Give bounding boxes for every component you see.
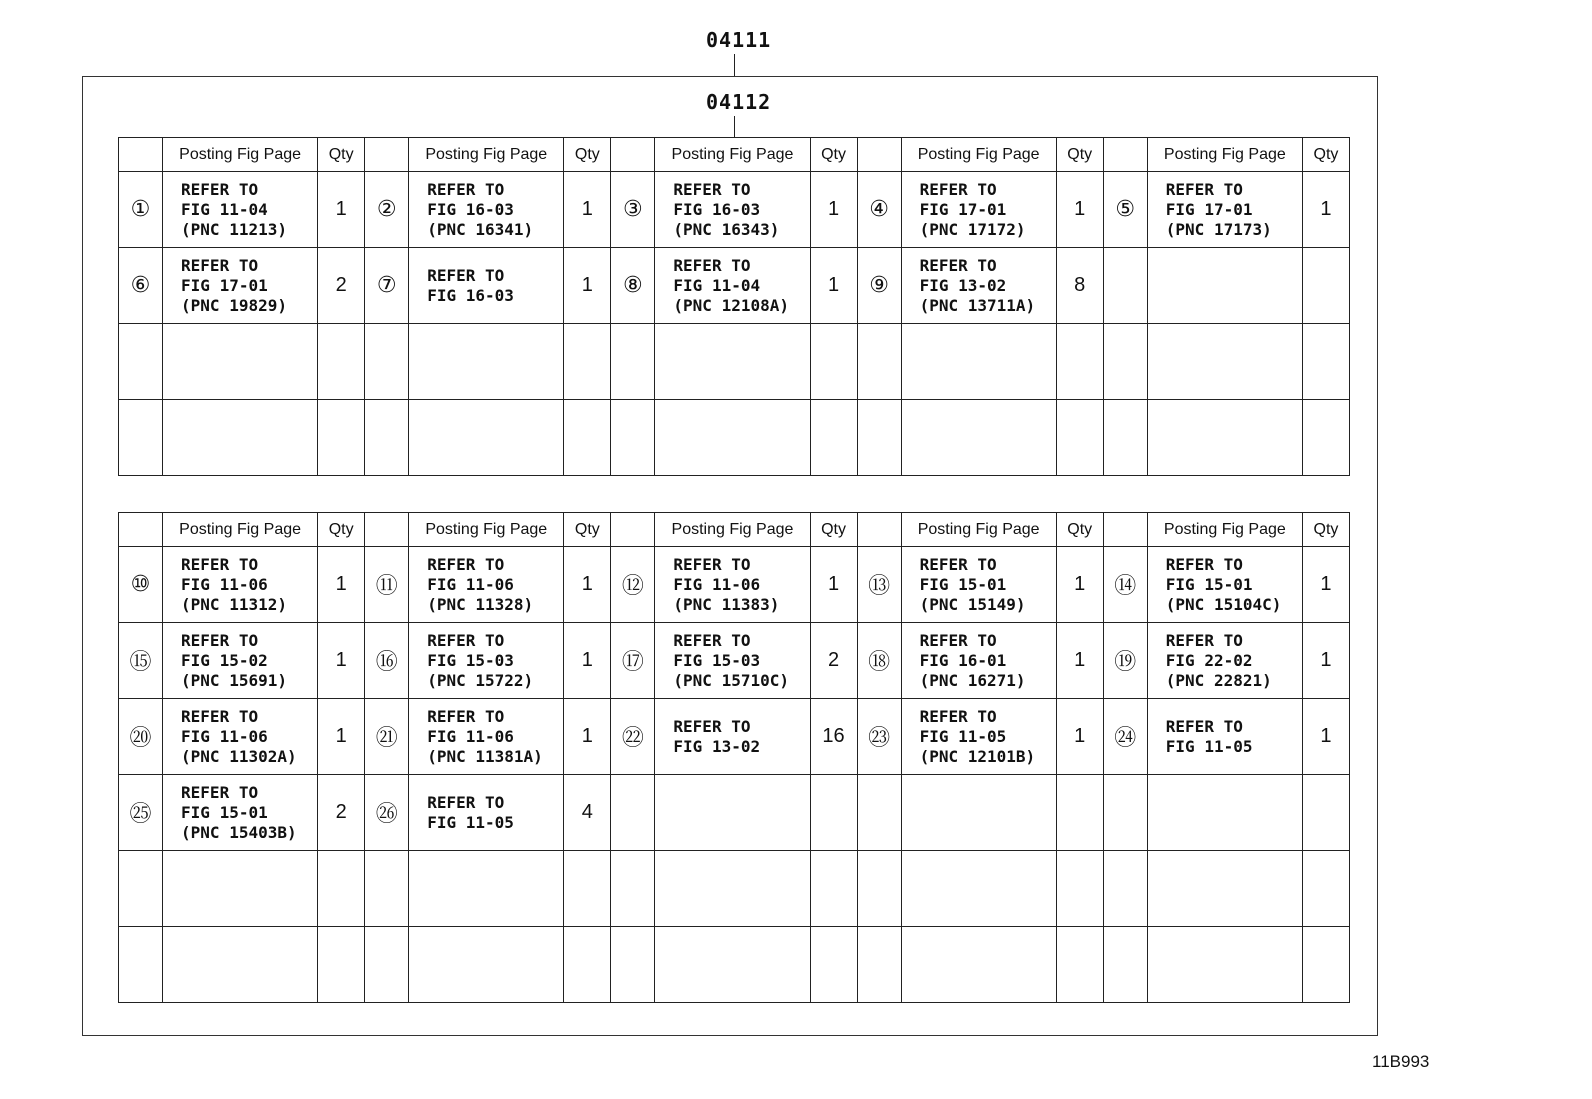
posting-reference bbox=[163, 851, 318, 927]
item-qty: 1 bbox=[564, 547, 611, 623]
item-number: ⑭ bbox=[1103, 547, 1147, 623]
posting-reference bbox=[1147, 248, 1302, 324]
item-qty bbox=[1056, 400, 1103, 476]
posting-reference bbox=[409, 324, 564, 400]
header-qty: Qty bbox=[318, 513, 365, 547]
item-qty: 1 bbox=[810, 172, 857, 248]
header-posting: Posting Fig Page bbox=[163, 513, 318, 547]
posting-reference bbox=[655, 927, 810, 1003]
item-qty bbox=[1056, 851, 1103, 927]
posting-reference: REFER TO FIG 11-06 (PNC 11383) bbox=[655, 547, 810, 623]
posting-reference: REFER TO FIG 15-03 (PNC 15710C) bbox=[655, 623, 810, 699]
item-number bbox=[119, 400, 163, 476]
item-qty: 1 bbox=[564, 248, 611, 324]
posting-reference bbox=[655, 324, 810, 400]
item-qty: 1 bbox=[318, 172, 365, 248]
header-posting: Posting Fig Page bbox=[655, 513, 810, 547]
item-qty: 1 bbox=[564, 699, 611, 775]
posting-reference bbox=[901, 851, 1056, 927]
posting-reference bbox=[655, 400, 810, 476]
item-number bbox=[611, 400, 655, 476]
leader-line-04111 bbox=[734, 54, 735, 76]
table-header-row bbox=[119, 513, 1350, 547]
item-number bbox=[857, 851, 901, 927]
item-number bbox=[857, 324, 901, 400]
header-blank-cell bbox=[119, 513, 163, 547]
item-number: ⑬ bbox=[857, 547, 901, 623]
posting-reference bbox=[163, 324, 318, 400]
item-qty bbox=[564, 324, 611, 400]
item-number: ㉕ bbox=[119, 775, 163, 851]
item-qty: 1 bbox=[810, 248, 857, 324]
item-number: ⑯ bbox=[365, 623, 409, 699]
item-number: ⑩ bbox=[119, 547, 163, 623]
item-number: ⑱ bbox=[857, 623, 901, 699]
item-number bbox=[611, 775, 655, 851]
item-number bbox=[119, 324, 163, 400]
posting-reference bbox=[409, 851, 564, 927]
item-qty bbox=[810, 775, 857, 851]
posting-reference: REFER TO FIG 15-03 (PNC 15722) bbox=[409, 623, 564, 699]
item-number: ① bbox=[119, 172, 163, 248]
posting-reference: REFER TO FIG 11-06 (PNC 11328) bbox=[409, 547, 564, 623]
item-qty: 1 bbox=[1056, 623, 1103, 699]
item-number: ④ bbox=[857, 172, 901, 248]
item-number bbox=[1103, 927, 1147, 1003]
item-number bbox=[365, 400, 409, 476]
table-row bbox=[119, 851, 1350, 927]
item-number bbox=[857, 400, 901, 476]
header-blank-cell bbox=[1103, 138, 1147, 172]
item-number bbox=[119, 927, 163, 1003]
posting-reference bbox=[163, 400, 318, 476]
posting-reference: REFER TO FIG 15-01 (PNC 15403B) bbox=[163, 775, 318, 851]
item-qty bbox=[564, 927, 611, 1003]
posting-reference: REFER TO FIG 16-03 (PNC 16341) bbox=[409, 172, 564, 248]
item-number bbox=[119, 851, 163, 927]
header-blank-cell bbox=[365, 138, 409, 172]
header-posting: Posting Fig Page bbox=[901, 513, 1056, 547]
reference-table-1 bbox=[118, 137, 1350, 476]
header-posting: Posting Fig Page bbox=[409, 138, 564, 172]
item-qty bbox=[810, 851, 857, 927]
header-blank-cell bbox=[611, 138, 655, 172]
item-number bbox=[1103, 248, 1147, 324]
header-blank-cell bbox=[611, 513, 655, 547]
item-qty: 4 bbox=[564, 775, 611, 851]
item-qty bbox=[318, 324, 365, 400]
posting-reference bbox=[163, 927, 318, 1003]
item-qty: 1 bbox=[564, 623, 611, 699]
item-qty bbox=[1056, 775, 1103, 851]
header-posting: Posting Fig Page bbox=[901, 138, 1056, 172]
header-posting: Posting Fig Page bbox=[409, 513, 564, 547]
item-qty bbox=[1302, 927, 1349, 1003]
posting-reference bbox=[901, 775, 1056, 851]
table-header-row bbox=[119, 138, 1350, 172]
posting-reference: REFER TO FIG 15-02 (PNC 15691) bbox=[163, 623, 318, 699]
posting-reference: REFER TO FIG 16-03 bbox=[409, 248, 564, 324]
reference-table-2 bbox=[118, 512, 1350, 1003]
posting-reference: REFER TO FIG 16-03 (PNC 16343) bbox=[655, 172, 810, 248]
item-number: ㉔ bbox=[1103, 699, 1147, 775]
header-posting: Posting Fig Page bbox=[1147, 138, 1302, 172]
item-number: ⑮ bbox=[119, 623, 163, 699]
posting-reference bbox=[1147, 400, 1302, 476]
item-number bbox=[857, 927, 901, 1003]
item-number bbox=[1103, 324, 1147, 400]
posting-reference: REFER TO FIG 17-01 (PNC 19829) bbox=[163, 248, 318, 324]
item-qty bbox=[810, 927, 857, 1003]
leader-line-04112 bbox=[734, 116, 735, 138]
item-number: ⑨ bbox=[857, 248, 901, 324]
posting-reference: REFER TO FIG 17-01 (PNC 17172) bbox=[901, 172, 1056, 248]
item-number: ㉒ bbox=[611, 699, 655, 775]
posting-reference bbox=[1147, 851, 1302, 927]
header-qty: Qty bbox=[564, 513, 611, 547]
item-qty: 1 bbox=[1302, 623, 1349, 699]
item-qty bbox=[318, 927, 365, 1003]
item-qty: 1 bbox=[318, 547, 365, 623]
posting-reference: REFER TO FIG 11-05 bbox=[1147, 699, 1302, 775]
item-qty: 1 bbox=[1302, 547, 1349, 623]
posting-reference bbox=[901, 927, 1056, 1003]
posting-reference bbox=[409, 927, 564, 1003]
item-qty bbox=[1302, 851, 1349, 927]
header-qty: Qty bbox=[564, 138, 611, 172]
posting-reference bbox=[409, 400, 564, 476]
table-row bbox=[119, 400, 1350, 476]
item-qty bbox=[1302, 400, 1349, 476]
item-number: ㉖ bbox=[365, 775, 409, 851]
item-number: ⑪ bbox=[365, 547, 409, 623]
item-qty bbox=[318, 851, 365, 927]
posting-reference: REFER TO FIG 11-05 bbox=[409, 775, 564, 851]
item-number bbox=[365, 851, 409, 927]
header-qty: Qty bbox=[1056, 138, 1103, 172]
item-qty: 1 bbox=[810, 547, 857, 623]
item-number bbox=[857, 775, 901, 851]
posting-reference: REFER TO FIG 11-05 (PNC 12101B) bbox=[901, 699, 1056, 775]
posting-reference: REFER TO FIG 13-02 bbox=[655, 699, 810, 775]
posting-reference: REFER TO FIG 11-04 (PNC 12108A) bbox=[655, 248, 810, 324]
posting-reference: REFER TO FIG 11-04 (PNC 11213) bbox=[163, 172, 318, 248]
item-number bbox=[611, 324, 655, 400]
item-number: ⑧ bbox=[611, 248, 655, 324]
header-posting: Posting Fig Page bbox=[163, 138, 318, 172]
table-row bbox=[119, 775, 1350, 851]
item-number bbox=[611, 927, 655, 1003]
item-qty: 8 bbox=[1056, 248, 1103, 324]
item-qty bbox=[810, 400, 857, 476]
table-row bbox=[119, 172, 1350, 248]
posting-reference: REFER TO FIG 11-06 (PNC 11381A) bbox=[409, 699, 564, 775]
posting-reference: REFER TO FIG 16-01 (PNC 16271) bbox=[901, 623, 1056, 699]
posting-reference bbox=[901, 324, 1056, 400]
item-number: ㉓ bbox=[857, 699, 901, 775]
header-qty: Qty bbox=[1302, 138, 1349, 172]
item-qty: 1 bbox=[1056, 699, 1103, 775]
item-qty bbox=[810, 324, 857, 400]
posting-reference: REFER TO FIG 13-02 (PNC 13711A) bbox=[901, 248, 1056, 324]
item-number bbox=[1103, 851, 1147, 927]
item-number bbox=[365, 927, 409, 1003]
header-blank-cell bbox=[857, 513, 901, 547]
posting-reference: REFER TO FIG 11-06 (PNC 11312) bbox=[163, 547, 318, 623]
item-number: ⑲ bbox=[1103, 623, 1147, 699]
item-qty bbox=[564, 851, 611, 927]
item-number: ⑦ bbox=[365, 248, 409, 324]
item-qty bbox=[564, 400, 611, 476]
item-qty: 1 bbox=[1056, 172, 1103, 248]
item-qty bbox=[1302, 324, 1349, 400]
item-qty bbox=[1302, 775, 1349, 851]
item-number: ⑳ bbox=[119, 699, 163, 775]
posting-reference: REFER TO FIG 11-06 (PNC 11302A) bbox=[163, 699, 318, 775]
item-qty: 1 bbox=[564, 172, 611, 248]
header-qty: Qty bbox=[318, 138, 365, 172]
item-qty: 1 bbox=[1302, 699, 1349, 775]
figure-code: 11B993 bbox=[1372, 1052, 1430, 1071]
table-row bbox=[119, 248, 1350, 324]
posting-reference bbox=[1147, 775, 1302, 851]
item-number bbox=[1103, 400, 1147, 476]
item-number: ⑰ bbox=[611, 623, 655, 699]
item-qty bbox=[1056, 324, 1103, 400]
posting-reference bbox=[901, 400, 1056, 476]
header-qty: Qty bbox=[810, 513, 857, 547]
item-qty bbox=[318, 400, 365, 476]
item-number bbox=[1103, 775, 1147, 851]
posting-reference bbox=[1147, 927, 1302, 1003]
header-posting: Posting Fig Page bbox=[655, 138, 810, 172]
posting-reference bbox=[655, 851, 810, 927]
item-qty: 1 bbox=[1056, 547, 1103, 623]
item-number: ② bbox=[365, 172, 409, 248]
item-number bbox=[611, 851, 655, 927]
posting-reference: REFER TO FIG 15-01 (PNC 15104C) bbox=[1147, 547, 1302, 623]
item-qty: 2 bbox=[318, 248, 365, 324]
assembly-label-04112: 04112 bbox=[706, 90, 772, 114]
table-row bbox=[119, 324, 1350, 400]
table-row bbox=[119, 699, 1350, 775]
item-number: ⑫ bbox=[611, 547, 655, 623]
assembly-label-04111: 04111 bbox=[706, 28, 772, 52]
header-qty: Qty bbox=[1302, 513, 1349, 547]
item-qty bbox=[1056, 927, 1103, 1003]
item-qty: 2 bbox=[810, 623, 857, 699]
posting-reference: REFER TO FIG 22-02 (PNC 22821) bbox=[1147, 623, 1302, 699]
item-qty: 1 bbox=[318, 699, 365, 775]
table-row bbox=[119, 927, 1350, 1003]
item-qty bbox=[1302, 248, 1349, 324]
posting-reference: REFER TO FIG 17-01 (PNC 17173) bbox=[1147, 172, 1302, 248]
header-qty: Qty bbox=[1056, 513, 1103, 547]
item-number: ㉑ bbox=[365, 699, 409, 775]
item-qty: 1 bbox=[1302, 172, 1349, 248]
table-row bbox=[119, 547, 1350, 623]
item-qty: 2 bbox=[318, 775, 365, 851]
item-number bbox=[365, 324, 409, 400]
item-qty: 16 bbox=[810, 699, 857, 775]
header-blank-cell bbox=[857, 138, 901, 172]
item-qty: 1 bbox=[318, 623, 365, 699]
item-number: ⑤ bbox=[1103, 172, 1147, 248]
header-blank-cell bbox=[365, 513, 409, 547]
header-qty: Qty bbox=[810, 138, 857, 172]
posting-reference bbox=[655, 775, 810, 851]
header-posting: Posting Fig Page bbox=[1147, 513, 1302, 547]
posting-reference bbox=[1147, 324, 1302, 400]
header-blank-cell bbox=[119, 138, 163, 172]
posting-reference: REFER TO FIG 15-01 (PNC 15149) bbox=[901, 547, 1056, 623]
item-number: ⑥ bbox=[119, 248, 163, 324]
item-number: ③ bbox=[611, 172, 655, 248]
table-row bbox=[119, 623, 1350, 699]
header-blank-cell bbox=[1103, 513, 1147, 547]
